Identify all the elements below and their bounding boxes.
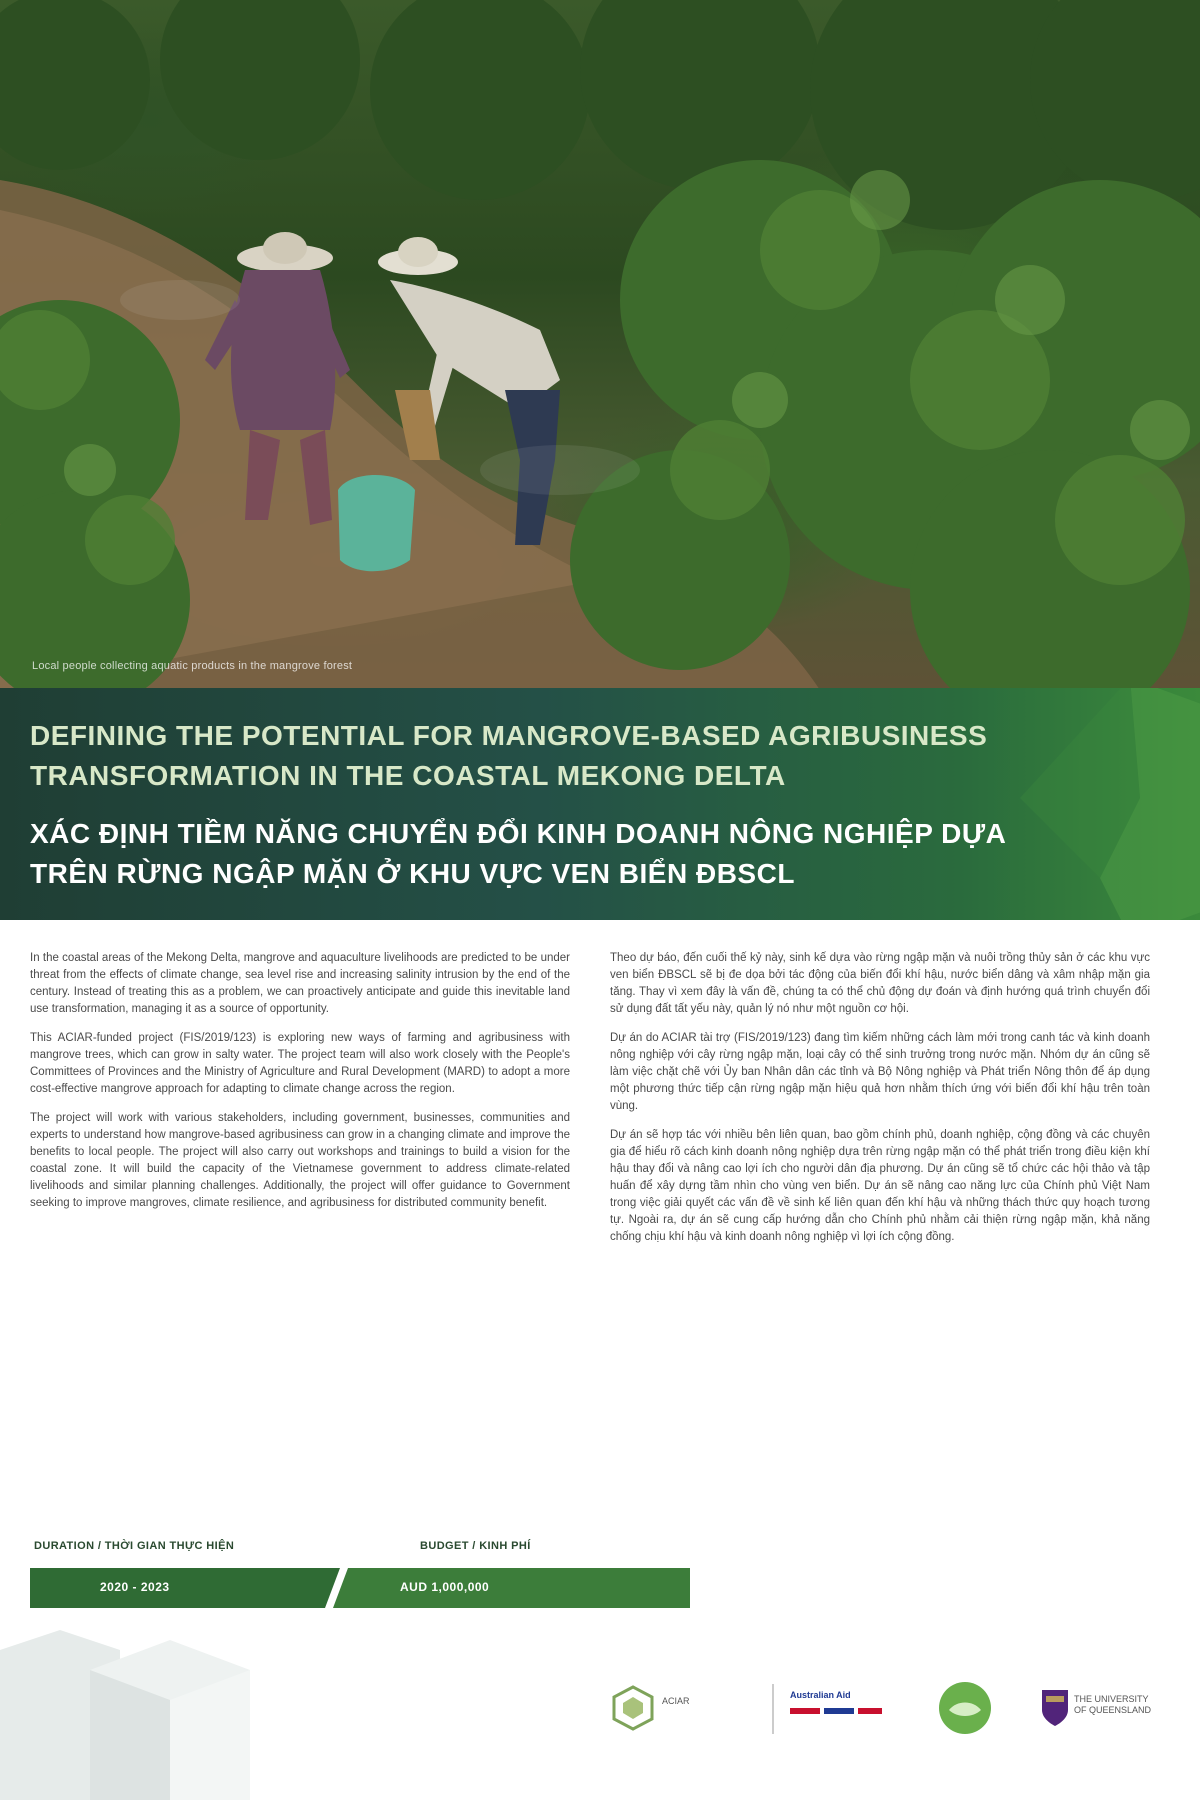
body-column-vietnamese (610, 950, 1150, 1258)
title-vietnamese: XÁC ĐỊNH TIỀM NĂNG CHUYỂN ĐỔI KINH DOANH NÔNG NGHIỆP DỰA TRÊN RỪNG NGẬP MẶN Ở KHU VỰC VEN BIỂN ĐBSCL (30, 818, 1006, 889)
australian-aid-logo-text: Australian Aid (790, 1690, 851, 1700)
university-crest-icon (1040, 1688, 1070, 1728)
logo-divider (772, 1684, 774, 1734)
university-logo-text: THE UNIVERSITY OF QUEENSLAND (1074, 1694, 1152, 1715)
hero-photo (0, 0, 1200, 690)
aciar-logo-icon (610, 1685, 656, 1731)
body-column-english (30, 950, 570, 1224)
budget-value: AUD 1,000,000 (400, 1580, 490, 1594)
photo-caption: Local people collecting aquatic products in the mangrove forest (32, 660, 353, 672)
mangrove-scene-illustration (0, 0, 1200, 690)
duration-value: 2020 - 2023 (100, 1580, 170, 1594)
partner-round-logo-icon (935, 1680, 995, 1736)
paragraph: Theo dự báo, đến cuối thế kỷ này, sinh kế dựa vào rừng ngập mặn và nuôi trồng thủy sản ở các khu vực ven biển ĐBSCL sẽ bị đe dọa bởi tác động của biến đổi khí hậu, nước biển dâng và xâm nhập mặn gia tăng. Thay vì xem đây là vấn đề, chúng ta có thể chủ động dự đoán và định hướng quá trình chuyển đổi sử dụng đất tất yếu này, quản lý nó như một nguồn cơ hội. (610, 952, 1150, 1015)
paragraph: This ACIAR-funded project (FIS/2019/123) is exploring new ways of farming and agribusiness with mangrove trees, which can grow in salty water. The project team will also work closely with the People's Committees of Provinces and the Ministry of Agriculture and Rural Development (MARD) to adopt a more cost-effective mangrove approach for adapting to climate change across the region. (30, 1032, 570, 1095)
budget-label: BUDGET / KINH PHÍ (420, 1540, 531, 1552)
title-english: DEFINING THE POTENTIAL FOR MANGROVE-BASED AGRIBUSINESS TRANSFORMATION IN THE COASTAL MEKONG DELTA (30, 720, 988, 791)
aciar-logo-text: ACIAR (662, 1696, 690, 1706)
duration-label: DURATION / THỜI GIAN THỰC HIỆN (34, 1540, 235, 1552)
paragraph: The project will work with various stakeholders, including government, businesses, communities and experts to understand how mangrove-based agribusiness can grow in a changing climate and improve the benefits to local people. The project will also carry out workshops and trainings to build a vision for the coastal zone. It will build the capacity of the Vietnamese government to address climate-related livelihoods and similar planning challenges. Additionally, the project will offer guidance to Government seeking to improve mangroves, climate resilience, and agribusiness for distributed community benefit. (30, 1112, 570, 1209)
paragraph: Dự án do ACIAR tài trợ (FIS/2019/123) đang tìm kiếm những cách làm mới trong canh tác và kinh doanh nông nghiệp với cây rừng ngập mặn, loại cây có thể sinh trưởng trong nước mặn. Nhóm dự án cũng sẽ làm việc chặt chẽ với Ủy ban Nhân dân các tỉnh và Bộ Nông nghiệp và Phát triển Nông thôn để áp dụng một phương thức tiếp cận rừng ngập mặn hiệu quả hơn nhằm thích ứng với biến đổi khí hậu trên toàn vùng. (610, 1032, 1150, 1112)
paragraph: Dự án sẽ hợp tác với nhiều bên liên quan, bao gồm chính phủ, doanh nghiệp, cộng đồng và các chuyên gia để hiểu rõ cách kinh doanh nông nghiệp dựa trên rừng ngập mặn có thể phát triển trong điều kiện khí hậu thay đổi và nâng cao lợi ích cho người dân địa phương. Dự án cũng sẽ tổ chức các hội thảo và tập huấn để xây dựng tầm nhìn cho vùng ven biển. Dự án sẽ nâng cao năng lực của Chính phủ Việt Nam trong việc giải quyết các vấn đề về sinh kế liên quan đến khí hậu và những thách thức quy hoạch tương tự. Ngoài ra, dự án sẽ cung cấp hướng dẫn cho Chính phủ nhằm cải thiện rừng ngập mặn, khả năng chống chịu khí hậu và kinh doanh nông nghiệp vì lợi ích cộng đồng. (610, 1129, 1150, 1243)
decorative-cubes (0, 1630, 320, 1800)
paragraph: In the coastal areas of the Mekong Delta, mangrove and aquaculture livelihoods are predicted to be under threat from the effects of climate change, sea level rise and increasing salinity intrusion by the end of the century. Instead of treating this as a problem, we can proactively anticipate and guide this inevitable land use transformation, managing it as a source of opportunity. (30, 952, 570, 1015)
